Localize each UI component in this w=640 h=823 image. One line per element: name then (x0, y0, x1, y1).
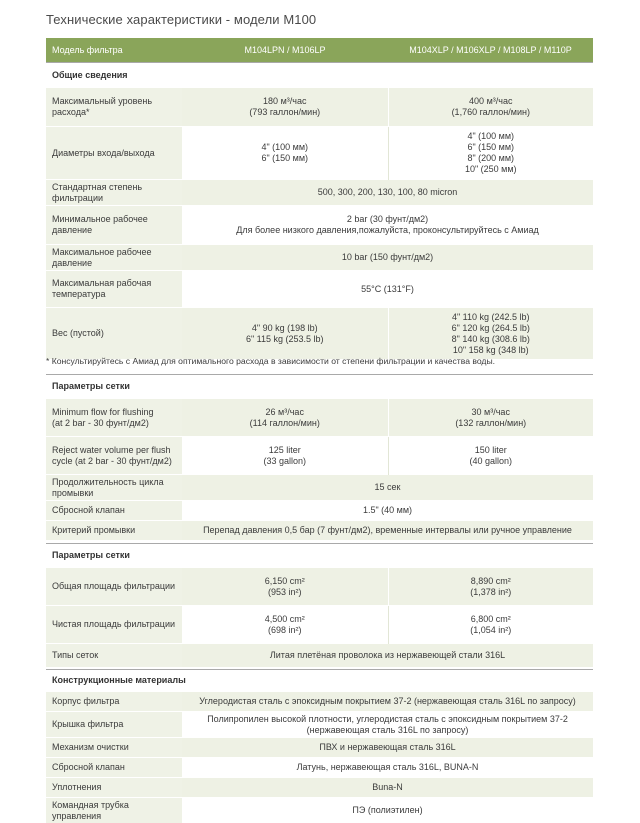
row-value: 4" 110 kg (242.5 lb) 6" 120 kg (264.5 lb) 8" 140 kg (308.6 lb) 10" 158 kg (348 lb) (388, 308, 593, 360)
table-row (46, 712, 593, 738)
table-row (46, 568, 593, 606)
row-value: 180 м³/час (793 галлон/мин) (182, 88, 388, 127)
row-label: Минимальное рабочее давление (46, 206, 182, 245)
spec-table-materials (46, 669, 593, 823)
row-label: Сбросной клапан (46, 501, 182, 521)
header-model-group-2: M104XLP / M106XLP / M108LP / M110P (388, 38, 593, 63)
row-label: Общая площадь фильтрации (46, 568, 182, 606)
row-label: Механизм очистки (46, 738, 182, 758)
table-row (46, 308, 593, 360)
table-row (46, 692, 593, 712)
row-label: Типы сеток (46, 644, 182, 668)
row-label: Minimum flow for flushing (at 2 bar - 30 фунт/дм2) (46, 399, 182, 437)
table-row (46, 437, 593, 475)
table-row (46, 521, 593, 541)
table-row (46, 127, 593, 180)
row-value: 400 м³/час (1,760 галлон/мин) (388, 88, 593, 127)
row-label: Вес (пустой) (46, 308, 182, 360)
table-row (46, 475, 593, 501)
row-value: 30 м³/час (132 галлон/мин) (388, 399, 593, 437)
page-title: Технические характеристики - модели М100 (46, 12, 316, 27)
table-header-row (46, 38, 593, 63)
row-label: Стандартная степень фильтрации (46, 180, 182, 206)
section-title-screen: Параметры сетки (46, 375, 593, 399)
spec-table-general (46, 38, 593, 359)
row-value: 4" (100 мм) 6" (150 мм) (182, 127, 388, 180)
section-header (46, 544, 593, 568)
row-label: Reject water volume per flush cycle (at 2 bar - 30 фунт/дм2) (46, 437, 182, 475)
row-value: 8,890 cm² (1,378 in²) (388, 568, 593, 606)
row-value: Литая плетёная проволока из нержавеющей стали 316L (182, 644, 593, 668)
row-label: Максимальная рабочая температура (46, 271, 182, 308)
row-value: ПЭ (полиэтилен) (182, 798, 593, 823)
row-value: 4" (100 мм) 6" (150 мм) 8" (200 мм) 10" (250 мм) (388, 127, 593, 180)
table-row (46, 778, 593, 798)
row-value: 150 liter (40 gallon) (388, 437, 593, 475)
row-label: Корпус фильтра (46, 692, 182, 712)
section-header (46, 375, 593, 399)
table-row (46, 399, 593, 437)
row-value: 10 bar (150 фунт/дм2) (182, 245, 593, 271)
row-value: 4" 90 kg (198 lb) 6" 115 kg (253.5 lb) (182, 308, 388, 360)
row-label: Диаметры входа/выхода (46, 127, 182, 180)
row-value: 4,500 cm² (698 in²) (182, 606, 388, 644)
row-label: Уплотнения (46, 778, 182, 798)
table-row (46, 88, 593, 127)
row-value: Латунь, нержавеющая сталь 316L, BUNA-N (182, 758, 593, 778)
table-row (46, 180, 593, 206)
row-value: 26 м³/час (114 галлон/мин) (182, 399, 388, 437)
row-value: 1.5" (40 мм) (182, 501, 593, 521)
section-header (46, 670, 593, 692)
table-row (46, 271, 593, 308)
row-value: 15 сек (182, 475, 593, 501)
table-row (46, 606, 593, 644)
table-row (46, 758, 593, 778)
row-label: Чистая площадь фильтрации (46, 606, 182, 644)
row-value: ПВХ и нержавеющая сталь 316L (182, 738, 593, 758)
row-value: Углеродистая сталь с эпоксидным покрытием 37-2 (нержавеющая сталь 316L по запросу) (182, 692, 593, 712)
row-label: Максимальный уровень расхода* (46, 88, 182, 127)
row-label: Критерий промывки (46, 521, 182, 541)
row-value: 500, 300, 200, 130, 100, 80 micron (182, 180, 593, 206)
table-row (46, 206, 593, 245)
table-row (46, 501, 593, 521)
table-row (46, 798, 593, 823)
section-title-general: Общие сведения (46, 63, 593, 88)
header-model-group-1: M104LPN / M106LP (182, 38, 388, 63)
row-label: Командная трубка управления (46, 798, 182, 823)
row-value: 125 liter (33 gallon) (182, 437, 388, 475)
row-value: 6,150 cm² (953 in²) (182, 568, 388, 606)
row-value: Полипропилен высокой плотности, углеродистая сталь с эпоксидным покрытием 37-2 (нержавеющая сталь 316L по запросу) (182, 712, 593, 738)
row-value: 6,800 cm² (1,054 in²) (388, 606, 593, 644)
row-value: 55°C (131°F) (182, 271, 593, 308)
section-title-materials: Конструкционные материалы (46, 670, 593, 692)
table-row (46, 245, 593, 271)
spec-table-screen-flush (46, 374, 593, 540)
row-label: Продолжительность цикла промывки (46, 475, 182, 501)
spec-table-screen-area (46, 543, 593, 667)
row-label: Крышка фильтра (46, 712, 182, 738)
table-row (46, 738, 593, 758)
table-row (46, 644, 593, 668)
row-value: Buna-N (182, 778, 593, 798)
footnote: * Консультируйтесь с Амиад для оптимального расхода в зависимости от степени фильтрации и качества воды. (46, 356, 495, 366)
row-value: Перепад давления 0,5 бар (7 фунт/дм2), временные интервалы или ручное управление (182, 521, 593, 541)
row-label: Сбросной клапан (46, 758, 182, 778)
header-model-label: Модель фильтра (46, 38, 182, 63)
row-label: Максимальное рабочее давление (46, 245, 182, 271)
section-title-screen-2: Параметры сетки (46, 544, 593, 568)
row-value: 2 bar (30 фунт/дм2) Для более низкого давления,пожалуйста, проконсультируйтесь с Амиад (182, 206, 593, 245)
section-header (46, 63, 593, 88)
